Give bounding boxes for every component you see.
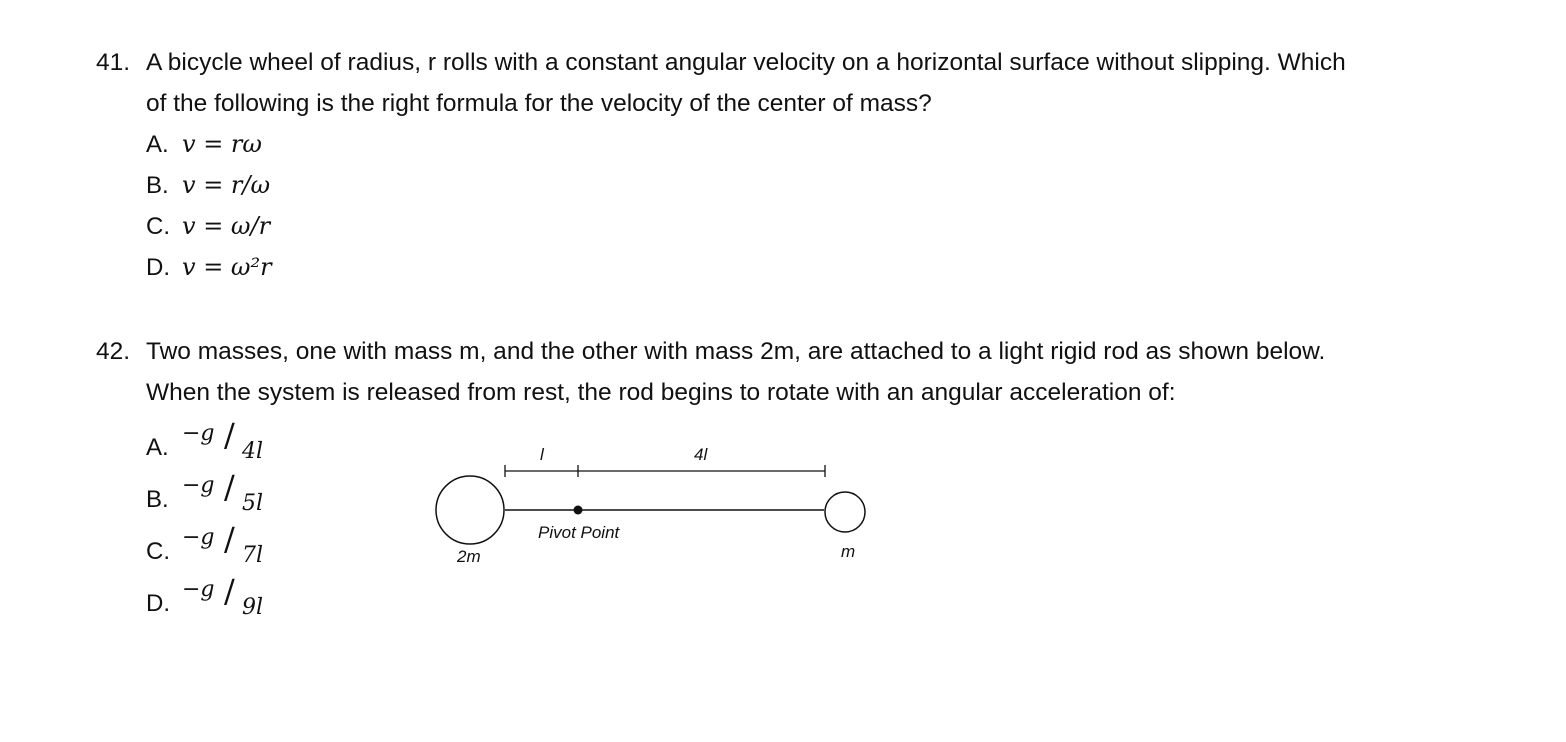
option-fraction xyxy=(182,517,302,568)
fraction-numerator: −g xyxy=(182,473,215,498)
mass-2m-circle xyxy=(436,476,504,544)
option-formula: v = r/ω xyxy=(182,171,271,199)
fraction-slash: / xyxy=(224,416,235,454)
option-formula: v = rω xyxy=(182,130,262,158)
fraction-denominator: 7l xyxy=(242,543,264,568)
question-text-line-1: A bicycle wheel of radius, r rolls with a constant angular velocity on a horizontal surface without slipping. Which xyxy=(146,49,1346,76)
question-text-line-1: Two masses, one with mass m, and the other with mass 2m, are attached to a light rigid rod as shown below. xyxy=(146,338,1326,365)
fraction-denominator: 4l xyxy=(242,439,264,464)
option-letter: B. xyxy=(146,172,169,199)
mass-m-circle xyxy=(825,492,865,532)
fraction-numerator: −g xyxy=(182,421,215,446)
question-text-line-2: of the following is the right formula for the velocity of the center of mass? xyxy=(146,90,932,117)
option-fraction xyxy=(182,413,302,464)
fraction-denominator: 5l xyxy=(242,491,264,516)
option-d[interactable] xyxy=(146,247,272,288)
pivot-point-label: Pivot Point xyxy=(538,523,620,542)
fraction-slash: / xyxy=(224,520,235,558)
fraction-slash: / xyxy=(224,572,235,610)
fraction-numerator: −g xyxy=(182,525,215,550)
option-letter: D. xyxy=(146,254,170,281)
fraction-denominator: 9l xyxy=(242,595,264,620)
left-mass-label: 2m xyxy=(457,547,481,566)
option-a[interactable] xyxy=(146,124,262,165)
option-letter: B. xyxy=(146,486,169,513)
option-letter: D. xyxy=(146,590,170,617)
rod-diagram-svg xyxy=(430,440,880,580)
length-label-4l: 4l xyxy=(694,445,708,464)
option-fraction xyxy=(182,569,302,620)
pivot-point-dot xyxy=(574,506,583,515)
option-letter: A. xyxy=(146,131,169,158)
right-mass-label: m xyxy=(841,542,856,561)
option-letter: A. xyxy=(146,434,169,461)
question-number: 42. xyxy=(96,338,131,365)
question-text-line-2: When the system is released from rest, the rod begins to rotate with an angular acceleration of: xyxy=(146,379,1176,406)
length-label-l: l xyxy=(540,445,544,464)
question-number: 41. xyxy=(96,49,131,76)
option-letter: C. xyxy=(146,538,170,565)
option-b[interactable] xyxy=(146,165,270,206)
rod-diagram xyxy=(430,440,880,580)
fraction-slash: / xyxy=(224,468,235,506)
option-fraction xyxy=(182,465,302,516)
option-c[interactable] xyxy=(146,206,270,247)
fraction-numerator: −g xyxy=(182,577,215,602)
option-formula: v = ω²r xyxy=(182,253,272,281)
option-letter: C. xyxy=(146,213,170,240)
option-formula: v = ω/r xyxy=(182,212,271,240)
